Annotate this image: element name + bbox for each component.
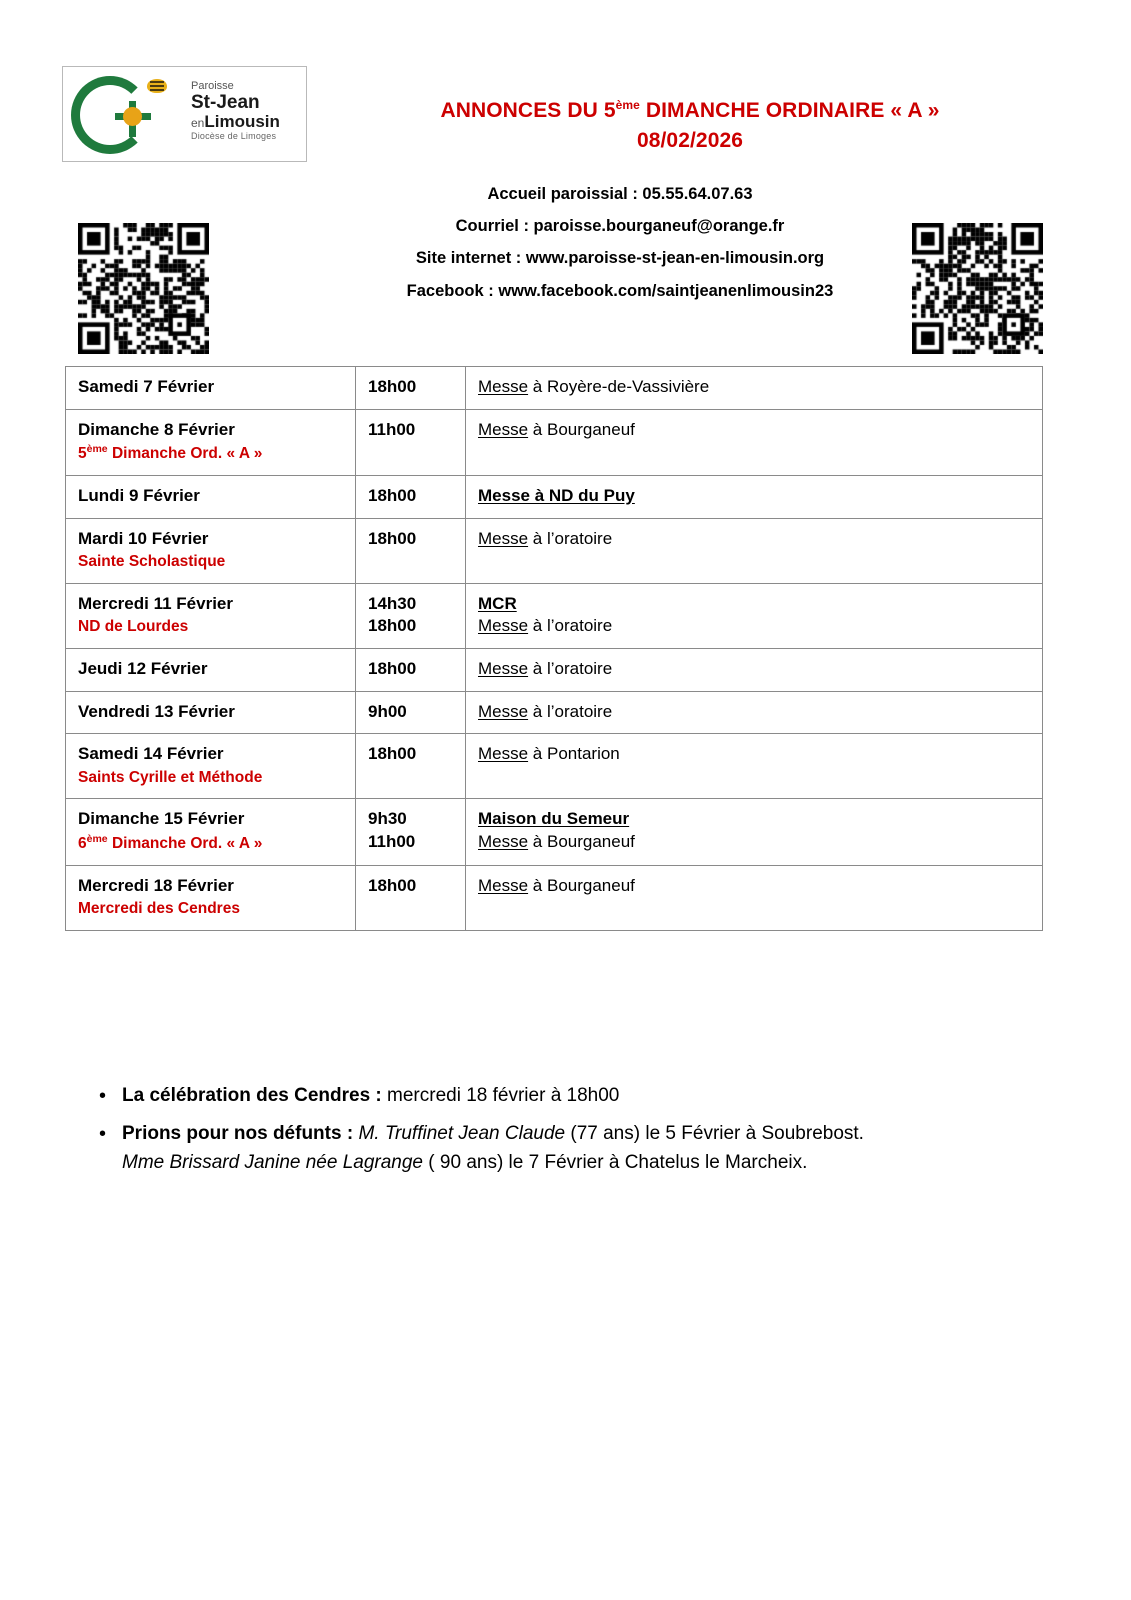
schedule-event-title: MCR — [478, 593, 517, 613]
qr-code-right — [912, 223, 1043, 354]
schedule-event-title: Messe — [478, 744, 529, 764]
schedule-day-name: Dimanche 15 Février — [78, 809, 245, 829]
schedule-time-primary: 18h00 — [368, 744, 417, 764]
schedule-time-primary: 9h30 — [368, 809, 407, 829]
schedule-event-title: Messe — [478, 377, 529, 396]
schedule-day-subtitle: 6ème Dimanche Ord. « A » — [78, 833, 263, 853]
schedule-day-name: Samedi 14 Février — [78, 744, 224, 764]
schedule-time-cell — [356, 799, 466, 865]
document-header — [0, 0, 1131, 300]
logo-line-stjean: St-Jean — [191, 91, 260, 113]
schedule-day-name: Mardi 10 Février — [78, 528, 209, 548]
schedule-event-line — [478, 658, 1032, 681]
contact-phone: Accueil paroissial : 05.55.64.07.63 — [487, 185, 753, 203]
schedule-event-location: à l’oratoire — [528, 659, 613, 679]
schedule-time-cell — [356, 691, 466, 734]
schedule-event-cell — [466, 475, 1043, 518]
schedule-day-cell — [66, 518, 356, 583]
schedule-time-primary: 18h00 — [368, 659, 417, 679]
bullet-glyph: • — [99, 1123, 107, 1145]
table-row — [66, 649, 1043, 692]
note-defunts-name-1: M. Truffinet Jean Claude — [358, 1123, 566, 1144]
logo-line-limousin — [191, 113, 280, 131]
schedule-event-location: à Bourganeuf — [528, 875, 635, 895]
schedule-event-line — [478, 743, 1032, 766]
logo-line-en: en — [191, 116, 205, 131]
schedule-day-cell — [66, 865, 356, 930]
schedule-event-title: Messe — [478, 419, 529, 439]
schedule-day-cell — [66, 367, 356, 410]
list-item — [92, 1082, 1052, 1111]
schedule-time-secondary: 11h00 — [368, 832, 416, 852]
schedule-event-cell — [466, 691, 1043, 734]
schedule-day-name: Vendredi 13 Février — [78, 701, 235, 721]
schedule-time-cell — [356, 518, 466, 583]
contact-info — [300, 178, 940, 307]
schedule-event-location-2: à Bourganeuf — [528, 832, 635, 852]
announcements-list — [92, 1082, 1052, 1186]
contact-email: Courriel : paroisse.bourganeuf@orange.fr — [455, 217, 785, 236]
schedule-time-cell — [356, 367, 466, 410]
schedule-time-primary: 11h00 — [368, 419, 416, 439]
note-cendres-text: mercredi 18 février à 18h00 — [381, 1085, 620, 1106]
schedule-event-title-2: Messe — [478, 832, 529, 852]
schedule-time-cell — [356, 583, 466, 648]
schedule-event-line — [478, 528, 1032, 551]
schedule-day-name: Samedi 7 Février — [78, 377, 215, 396]
schedule-event-line — [478, 485, 1032, 508]
table-row — [66, 583, 1043, 648]
schedule-day-name: Mercredi 18 Février — [78, 875, 234, 895]
schedule-event-cell — [466, 734, 1043, 799]
schedule-event-location: à Pontarion — [528, 744, 620, 764]
logo-line-diocese: Diocèse de Limoges — [191, 130, 277, 141]
table-row — [66, 691, 1043, 734]
schedule-event-cell — [466, 583, 1043, 648]
table-row — [66, 865, 1043, 930]
schedule-time-cell — [356, 734, 466, 799]
schedule-day-cell — [66, 583, 356, 648]
schedule-time-cell — [356, 865, 466, 930]
schedule-time-primary: 18h00 — [368, 485, 417, 505]
schedule-event-line — [478, 701, 1032, 724]
schedule-event-line — [478, 376, 1032, 399]
schedule-time-cell — [356, 649, 466, 692]
note-cendres — [122, 1082, 1052, 1111]
schedule-day-cell — [66, 649, 356, 692]
table-row — [66, 367, 1043, 410]
schedule-event-location-2: à l’oratoire — [528, 616, 613, 636]
schedule-event-location: à Bourganeuf — [528, 419, 635, 439]
table-row — [66, 799, 1043, 865]
schedule-time-primary: 18h00 — [368, 528, 417, 548]
bee-icon — [147, 79, 167, 93]
schedule-day-name: Jeudi 12 Février — [78, 659, 208, 679]
schedule-day-subtitle: Sainte Scholastique — [78, 553, 226, 571]
schedule-event-title: Messe — [478, 701, 529, 721]
schedule-event-title-2: Messe — [478, 616, 529, 636]
schedule-day-subtitle: ND de Lourdes — [78, 618, 189, 636]
schedule-time-secondary: 18h00 — [368, 616, 417, 636]
schedule-event-cell — [466, 409, 1043, 475]
schedule-time-primary: 18h00 — [368, 377, 417, 396]
schedule-event-cell — [466, 649, 1043, 692]
schedule-day-name: Lundi 9 Février — [78, 485, 200, 505]
schedule-day-cell — [66, 409, 356, 475]
schedule-event-title: Messe — [478, 875, 529, 895]
title-line-2: 08/02/2026 — [636, 129, 744, 153]
note-defunts-name-2: Mme Brissard Janine née Lagrange — [122, 1151, 424, 1173]
schedule-event-line — [478, 593, 1032, 616]
schedule-day-cell — [66, 691, 356, 734]
qr-code-left — [78, 223, 209, 354]
note-defunts-label: Prions pour nos défunts : — [122, 1123, 354, 1144]
contact-website: Site internet : www.paroisse-st-jean-en-limousin.org — [415, 249, 825, 268]
table-row — [66, 475, 1043, 518]
list-item — [92, 1120, 1052, 1177]
mass-schedule-table — [65, 366, 1043, 931]
title-sup: ème — [615, 98, 640, 112]
table-row — [66, 518, 1043, 583]
title-line-1 — [320, 96, 1060, 126]
schedule-event-location: à l’oratoire — [528, 528, 613, 548]
schedule-event-title: Messe — [478, 528, 529, 548]
note-defunts — [122, 1120, 1052, 1177]
logo-line-limousin-text: Limousin — [204, 112, 280, 132]
schedule-day-cell — [66, 475, 356, 518]
schedule-time-cell — [356, 409, 466, 475]
schedule-event-title: Messe à ND du Puy — [478, 485, 635, 505]
schedule-day-cell — [66, 734, 356, 799]
schedule-time-primary: 14h30 — [368, 593, 417, 613]
schedule-event-cell — [466, 518, 1043, 583]
logo-line-paroisse: Paroisse — [191, 80, 234, 92]
schedule-day-subtitle: 5ème Dimanche Ord. « A » — [78, 443, 263, 463]
schedule-event-title: Maison du Semeur — [478, 809, 630, 829]
note-cendres-label: La célébration des Cendres : — [122, 1085, 382, 1106]
schedule-day-subtitle: Saints Cyrille et Méthode — [78, 768, 263, 786]
page-title — [320, 96, 1060, 157]
schedule-event-cell — [466, 367, 1043, 410]
schedule-event-location: à l’oratoire — [528, 701, 613, 721]
schedule-day-cell — [66, 799, 356, 865]
schedule-day-name: Dimanche 8 Février — [78, 419, 235, 439]
schedule-event-line — [478, 875, 1032, 898]
parish-logo — [62, 66, 307, 162]
note-defunts-detail-1: (77 ans) le 5 Février à Soubrebost. — [565, 1123, 864, 1144]
schedule-time-primary: 18h00 — [368, 875, 417, 895]
schedule-event-cell — [466, 799, 1043, 865]
title-post: DIMANCHE ORDINAIRE « A » — [639, 99, 940, 122]
schedule-event-line — [478, 831, 1032, 854]
table-row — [66, 409, 1043, 475]
contact-facebook: Facebook : www.facebook.com/saintjeanenlimousin23 — [406, 281, 834, 300]
schedule-event-title: Messe — [478, 659, 529, 679]
bullet-glyph: • — [99, 1085, 107, 1107]
schedule-body — [66, 367, 1043, 931]
schedule-event-location: à Royère-de-Vassivière — [528, 377, 710, 396]
schedule-day-name: Mercredi 11 Février — [78, 593, 233, 613]
table-row — [66, 734, 1043, 799]
logo-wordmark — [191, 81, 280, 141]
schedule-time-cell — [356, 475, 466, 518]
schedule-day-subtitle: Mercredi des Cendres — [78, 900, 240, 918]
schedule-event-line — [478, 808, 1032, 831]
schedule-event-line — [478, 615, 1032, 638]
note-defunts-detail-2: ( 90 ans) le 7 Février à Chatelus le Marcheix. — [423, 1151, 808, 1173]
logo-dot-icon — [123, 107, 142, 126]
schedule-event-line — [478, 419, 1032, 442]
schedule-time-primary: 9h00 — [368, 701, 407, 721]
schedule-event-cell — [466, 865, 1043, 930]
title-pre: ANNONCES DU 5 — [440, 99, 616, 122]
